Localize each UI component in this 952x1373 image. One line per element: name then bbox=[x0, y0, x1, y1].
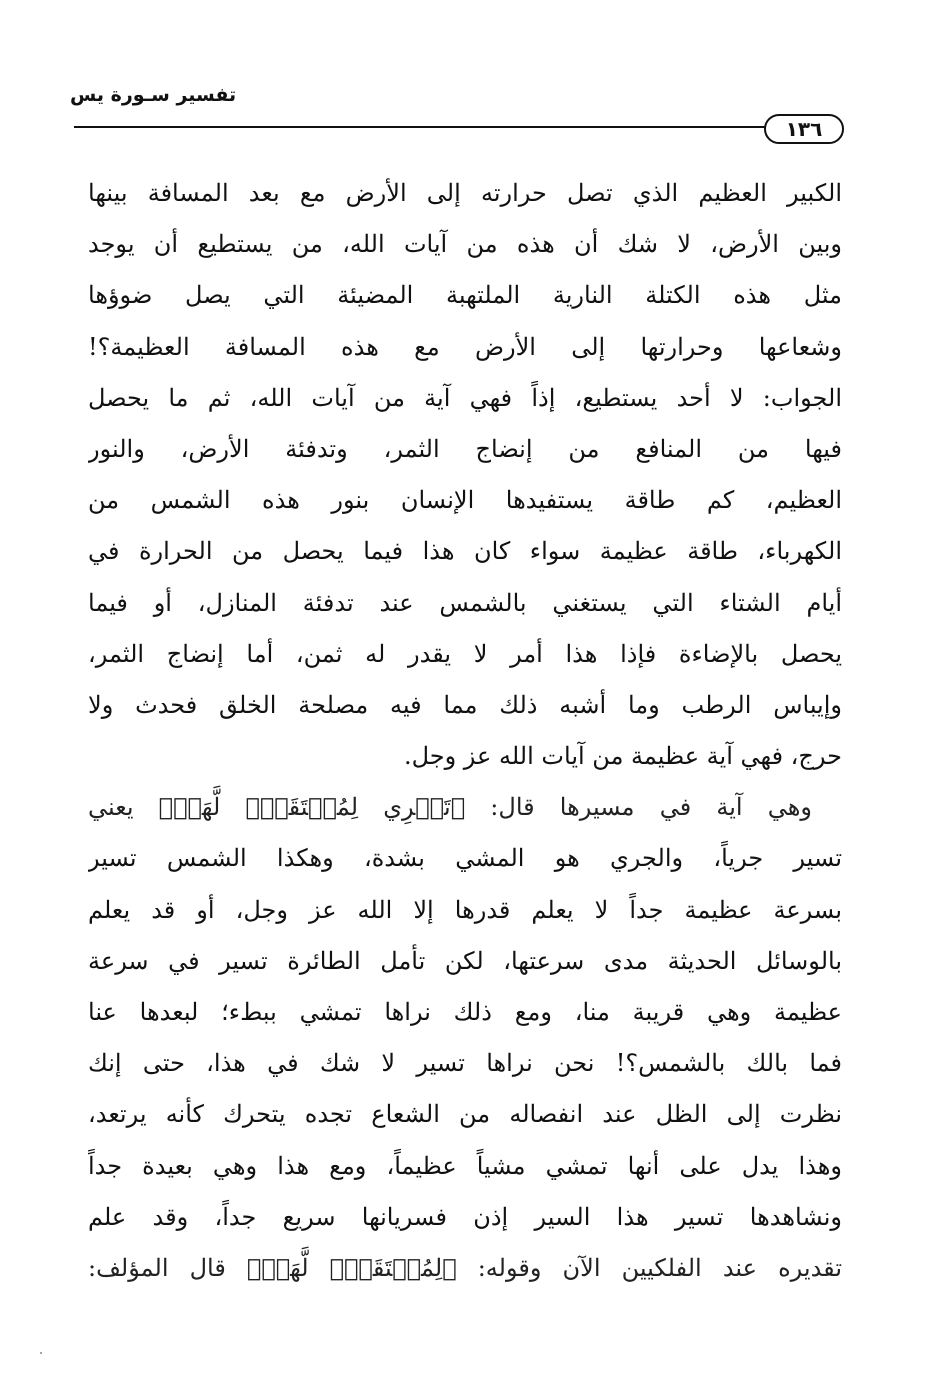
text-line: ونشاهدها تسير هذا السير إذن فسريانها سريع جداً، وقد علم bbox=[88, 1202, 842, 1231]
text-line: وبين الأرض، لا شك أن هذه من آيات الله، من يستطيع أن يوجد bbox=[88, 230, 842, 259]
scan-speck bbox=[40, 1352, 42, 1354]
text-line: الكهرباء، طاقة عظيمة سواء كان هذا فيما يحصل من الحرارة في bbox=[88, 537, 842, 566]
text-line: يحصل بالإضاءة فإذا هذا أمر لا يقدر له ثمن، أما إنضاج الثمر، bbox=[88, 639, 842, 668]
text-line: نظرت إلى الظل عند انفصاله من الشعاع تجده يتحرك كأنه يرتعد، bbox=[88, 1100, 842, 1129]
text-line: تسير جرياً، والجري هو المشي بشدة، وهكذا الشمس تسير bbox=[88, 844, 842, 873]
header-rule bbox=[74, 126, 838, 128]
text-line: فما بالك بالشمس؟! نحن نراها تسير لا شك في هذا، حتى إنك bbox=[88, 1049, 842, 1078]
text-line: أيام الشتاء التي يستغني بالشمس عند تدفئة المنازل، أو فيما bbox=[88, 588, 842, 617]
page-number-badge: ١٣٦ bbox=[764, 114, 844, 144]
body-text bbox=[88, 168, 842, 1294]
text-line: مثل هذه الكتلة النارية الملتهبة المضيئة التي يصل ضوؤها bbox=[88, 281, 842, 310]
text-line: الكبير العظيم الذي تصل حرارته إلى الأرض مع بعد المسافة بينها bbox=[88, 179, 842, 207]
text-line: العظيم، كم طاقة يستفيدها الإنسان بنور هذه الشمس من bbox=[88, 486, 842, 515]
running-header-title: تفسير سـورة يس bbox=[70, 84, 237, 106]
text-line: بالوسائل الحديثة مدى سرعتها، لكن تأمل الطائرة تسير في سرعة bbox=[88, 946, 842, 975]
text-line: وإيباس الرطب وما أشبه ذلك مما فيه مصلحة الخلق فحدث ولا bbox=[88, 690, 842, 719]
text-line: بسرعة عظيمة جداً لا يعلم قدرها إلا الله عز وجل، أو قد يعلم bbox=[88, 895, 842, 924]
text-line: وشعاعها وحرارتها إلى الأرض مع هذه المسافة العظيمة؟! bbox=[88, 332, 842, 361]
verse-quote-line: تقديره عند الفلكيين الآن وقوله: ﴿لِمُسۡتَقَرّٖ لَّهَاۚ﴾ قال المؤلف: bbox=[88, 1253, 842, 1282]
text-line: فيها من المنافع من إنضاج الثمر، وتدفئة الأرض، والنور bbox=[88, 434, 842, 463]
text-line: وهذا يدل على أنها تمشي مشياً عظيماً، ومع هذا وهي بعيدة جداً bbox=[88, 1151, 842, 1180]
paragraph-end-line: حرج، فهي آية عظيمة من آيات الله عز وجل. bbox=[403, 742, 842, 771]
text-line: عظيمة وهي قريبة منا، ومع ذلك نراها تمشي ببطء؛ لبعدها عنا bbox=[88, 998, 842, 1026]
text-line: الجواب: لا أحد يستطيع، إذاً فهي آية من آيات الله، ثم ما يحصل bbox=[88, 383, 842, 412]
verse-quote-line: وهي آية في مسيرها قال: ﴿تَجۡرِي لِمُسۡتَقَرّٖ لَّهَاۚ﴾ يعني bbox=[88, 793, 812, 822]
